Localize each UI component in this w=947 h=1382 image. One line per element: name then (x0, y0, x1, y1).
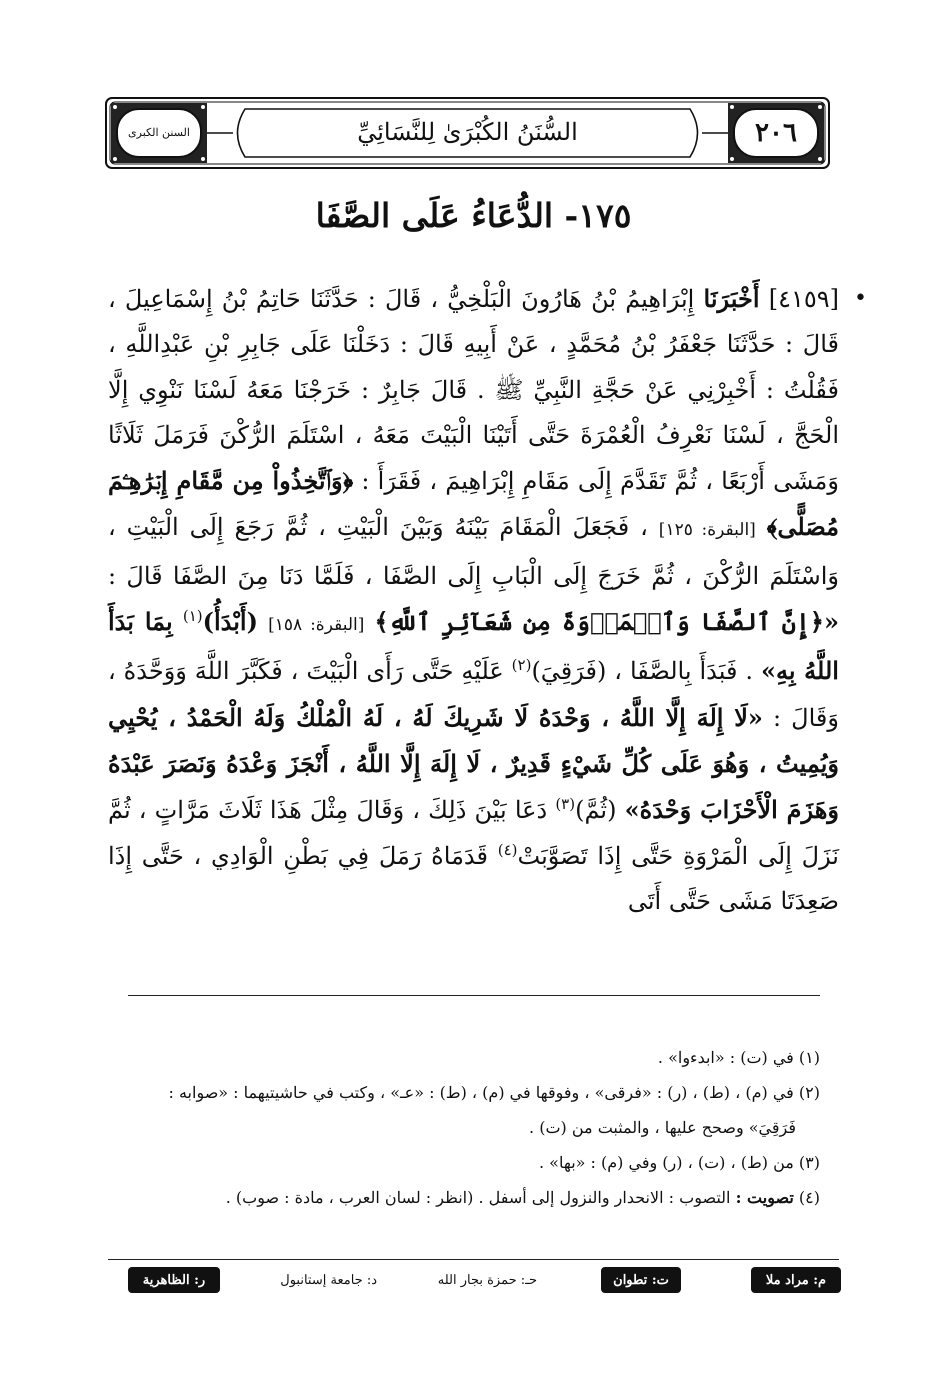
quran-ref-2: [البقرة: ١٥٨] (268, 615, 365, 636)
manuscript-tag-h: حـ: حمزة بجار الله (437, 1272, 537, 1288)
hadith-number: [٤١٥٩] (768, 285, 840, 313)
hadith-body (108, 276, 867, 986)
manuscript-badge-m: م: مراد ملا (751, 1267, 841, 1293)
manuscript-badge-r: ر: الظاهرية (128, 1267, 220, 1293)
bima-bada: بِمَا بَدَأَ اللَّهُ بِهِ» (108, 607, 839, 686)
page-header (105, 97, 830, 169)
footnote-4-number: (٤) (798, 1188, 820, 1207)
hadith-part-1: إِبْرَاهِيمُ بْنُ هَارُونَ الْبَلْخِيُّ ، قَالَ : حَدَّثَنَا حَاتِمُ بْنُ إِسْمَاعِيلَ ، قَالَ : حَدَّثَنَا جَعْفَرُ بْنُ مُحَمَّدٍ ، عَنْ أَبِيهِ قَالَ : دَخَلْنَا عَلَى جَابِرِ بْنِ عَبْدِاللَّهِ ، فَقُلْتُ : أَخْبِرْنِي عَنْ حَجَّةِ النَّبِيِّ ﷺ . قَالَ جَابِرٌ : خَرَجْنَا مَعَهُ لَسْنَا نَنْوِي إِلَّا الْحَجَّ ، لَسْنَا نَعْرِفُ الْعُمْرَةَ حَتَّى أَتَيْنَا الْبَيْتَ مَعَهُ ، اسْتَلَمَ الرُّكْنَ فَرَمَلَ ثَلَاثًا وَمَشَى أَرْبَعًا ، ثُمَّ تَقَدَّمَ إِلَى مَقَامِ إِبْرَاهِيمَ ، فَقَرَأَ : (108, 285, 839, 496)
footnote-4-term: تصويت : (735, 1188, 794, 1207)
bottom-divider (108, 1259, 839, 1260)
footnote-mark-4: (٤) (497, 840, 518, 859)
footnote-mark-1: (١) (182, 607, 203, 626)
footnote-divider (128, 995, 820, 996)
hadith-part-4: عَلَيْهِ حَتَّى رَأَى الْبَيْتَ ، فَكَبَّرَ اللَّهَ وَوَحَّدَهُ ، وَقَالَ : (108, 657, 839, 732)
footnote-2: (٢) في (م) ، (ط) ، (ر) : «فرقى» ، وفوقها في (م) ، (ط) : «عـ» ، وكتب في حاشيتيهما : «صوابه : (168, 1083, 820, 1102)
bullet-icon: • (854, 286, 867, 311)
tahlil: «لَا إِلَهَ إِلَّا اللَّهُ ، وَحْدَهُ لَا شَرِيكَ لَهُ ، لَهُ الْمُلْكُ وَلَهُ الْحَمْدُ ، يُحْيِي وَيُمِيتُ ، وَهُوَ عَلَى كُلِّ شَيْءٍ قَدِيرٌ ، لَا إِلَهَ إِلَّا اللَّهُ ، أَنْجَزَ وَعْدَهُ وَنَصَرَ عَبْدَهُ وَهَزَمَ الْأَحْزَابَ وَحْدَهُ» (108, 702, 839, 825)
footnote-2-continued: فَرَقِيَ» وصحح عليها ، والمثبت من (ت) . (529, 1118, 796, 1137)
hadith-part-2: ، فَجَعَلَ الْمَقَامَ بَيْنَهُ وَبَيْنَ الْبَيْتِ ، ثُمَّ رَجَعَ إِلَى الْبَيْتِ ، وَاسْتَلَمَ الرُّكْنَ ، ثُمَّ خَرَجَ إِلَى الْبَابِ إِلَى الصَّفَا ، فَلَمَّا دَنَا مِنَ الصَّفَا قَالَ : (108, 513, 839, 590)
hadith-part-6: قَدَمَاهُ رَمَلَ فِي بَطْنِ الْوَادِي ، حَتَّى إِذَا صَعِدَتَا مَشَى حَتَّى أَتَى (108, 841, 839, 915)
footnotes (108, 1040, 820, 1215)
seal-logo: السنن الكبرى (128, 126, 190, 139)
footnote-mark-3: (٣) (555, 795, 576, 814)
page-number: ٢٠٦ (755, 118, 797, 148)
footnote-mark-2: (٢) (511, 656, 532, 675)
hadith-part-3: . فَبَدَأَ بِالصَّفَا ، (فَرَقِيَ) (531, 657, 754, 686)
quran-verse-1: ﴿وَٱتَّخِذُواْ مِن مَّقَامِ إِبۡرَٰهِـۧمَ مُصَلًّى﴾ (108, 466, 839, 542)
manuscript-badge-t: ت: تطوان (601, 1267, 681, 1293)
akhbarana: أَخْبَرَنَا (703, 284, 760, 313)
quran-ref-1: [البقرة: ١٢٥] (658, 520, 756, 541)
abda: (أَبْدَأُ) (202, 607, 258, 637)
footnote-4-text: التصوب : الانحدار والنزول إلى أسفل . (انظر : لسان العرب ، مادة : صوب) . (225, 1188, 731, 1207)
footnote-1: (١) في (ت) : «ابدءوا» . (657, 1048, 820, 1067)
footnote-3: (٣) من (ط) ، (ت) ، (ر) وفي (م) : «بها» . (538, 1153, 820, 1172)
chapter-title: ١٧٥- الدُّعَاءُ عَلَى الصَّفَا (315, 196, 632, 235)
quran-verse-2: ﴿إِنَّ ٱلصَّفَا وَٱلۡمَرۡوَةَ مِن شَعَآئِرِ ٱللَّهِ﴾ (374, 607, 824, 637)
manuscript-tag-d: د: جامعة إستانبول (280, 1272, 377, 1288)
running-title: السُّنَنُ الكُبْرَىٰ لِلنَّسَائِيِّ (357, 118, 578, 146)
footnote-4 (108, 1180, 820, 1215)
thumma: (ثُمَّ) (575, 796, 617, 825)
hadith-part-5: دَعَا بَيْنَ ذَلِكَ ، وَقَالَ مِثْلَ هَذَا ثَلَاثَ مَرَّاتٍ ، ثُمَّ نَزَلَ إِلَى الْمَرْوَةِ حَتَّى إِذَا تَصَوَّبَتْ (108, 796, 839, 870)
quote-open: « (824, 607, 839, 637)
